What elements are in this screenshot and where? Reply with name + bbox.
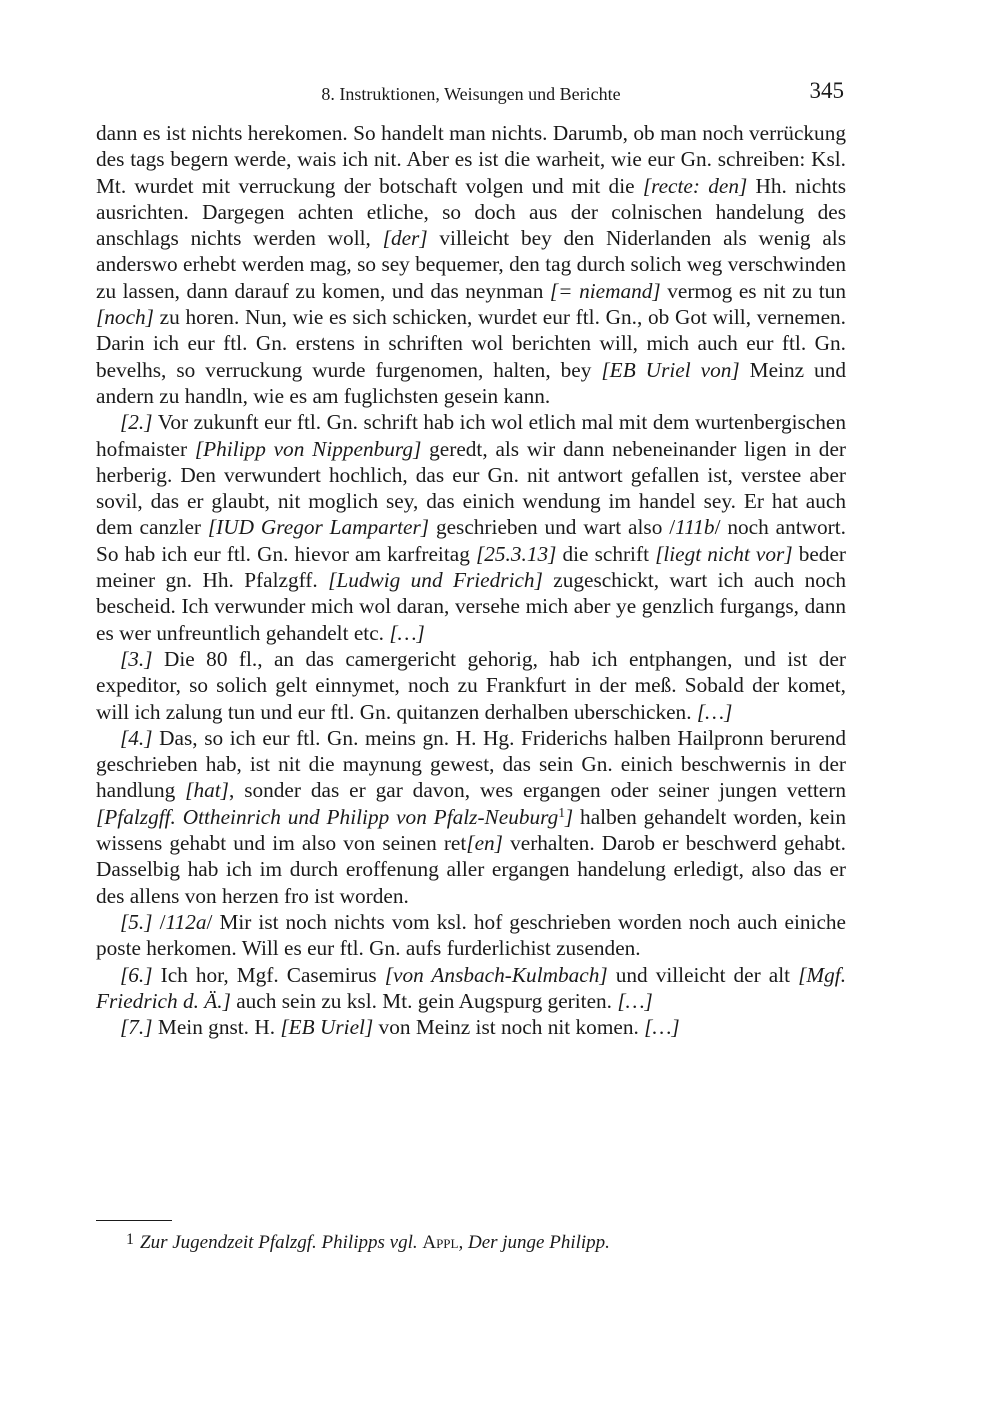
paragraph — [96, 725, 846, 909]
text-segment: villeicht bey den Niderlanden als wenig als anderswo erhebt werden mag, so sey bequemer, den tag durch solich weg verschwinden zu lassen, dann darauf zu komen, und das neynman — [96, 226, 846, 303]
body-text — [96, 120, 846, 1040]
paragraph — [96, 909, 846, 962]
italic-segment: [recte: den] — [642, 173, 748, 198]
paragraph — [96, 646, 846, 725]
italic-segment: [= niemand] — [549, 278, 661, 303]
text-segment: / Mir ist noch nichts vom ksl. hof geschrieben worden noch auch einiche poste herkomen. Will es eur ftl. Gn. aufs furderlichist zusenden. — [96, 909, 846, 961]
text-segment: beder meiner gn. Hh. Pfalzgff. — [96, 541, 846, 593]
footnote-reference: 1 — [558, 804, 565, 820]
italic-segment: ] — [564, 804, 574, 829]
text-segment: vermog es nit zu tun — [660, 278, 846, 303]
text-segment: geredt, als wir dann nebeneinander ligen in der herberig. Den verwundert hochlich, das eur Gn. nit antwort gefallen ist, verstee aber sovil, das er glaubt, nit moglich sey, das einich wendung im handel sey. Er hat auch dem canzler — [96, 436, 846, 540]
paragraph — [96, 962, 846, 1015]
italic-segment: [Ludwig und Friedrich] — [328, 568, 543, 593]
paragraph — [96, 120, 846, 409]
italic-segment: [liegt nicht vor] — [655, 541, 793, 566]
text-segment: Mein gnst. H. — [152, 1015, 281, 1040]
italic-segment: […] — [696, 699, 733, 724]
italic-segment: [EB Uriel von] — [601, 357, 740, 382]
italic-segment: [4.] — [120, 725, 153, 750]
paragraph — [96, 409, 846, 646]
italic-segment: […] — [617, 988, 653, 1013]
text-segment: auch sein zu ksl. Mt. gein Augspurg geriten. — [230, 988, 618, 1013]
text-segment: Das, so ich eur ftl. Gn. meins gn. H. Hg. Friderichs halben Hailpronn berurend geschrieben hab, ist nit die maynung gewest, das sein Gn. einich beschwernis in der handlung — [96, 725, 846, 803]
footnote-text — [140, 1232, 610, 1253]
italic-segment: [3.] — [120, 646, 153, 671]
italic-segment: 112a — [165, 909, 207, 934]
text-segment: Die 80 fl., an das camergericht gehorig, hab ich entphangen, und ist der expeditor, so solich gelt einnymet, noch zu Frankfurt in der meß. Sobald der komet, will ich zalung tun und eur ftl. Gn. quitanzen derhalben uberschicken. — [96, 646, 846, 724]
footnote-number: 1 — [126, 1231, 134, 1248]
running-head — [96, 78, 846, 108]
footnote-rule — [96, 1220, 172, 1221]
text-segment: / noch antwort. So hab ich eur ftl. Gn. hievor am karfreitag — [96, 515, 846, 566]
text-segment: Meinz und andern zu handln, wie es am fuglichsten gesein kann. — [96, 357, 846, 408]
text-segment: Hh. nichts ausrichten. Dargegen achten etliche, so doch aus der colnischen handelung des anschlags nichts werden woll, — [96, 173, 846, 251]
italic-segment: Zur Jugendzeit Pfalzgf. Philipps vgl. — [140, 1232, 423, 1253]
italic-segment: […] — [644, 1015, 680, 1040]
text-segment: halben gehandelt worden, kein wissens gehabt und im also von seinen ret — [96, 804, 846, 856]
text-segment: / — [152, 909, 166, 934]
italic-segment: [hat] — [185, 778, 229, 803]
italic-segment: [7.] — [120, 1015, 153, 1040]
italic-segment: [noch] — [96, 305, 154, 330]
running-title: 8. Instruktionen, Weisungen und Berichte — [321, 84, 621, 104]
italic-segment: [25.3.13] — [475, 541, 557, 566]
text-segment: verhalten. Darob er beschwerd gehabt. Dasselbig hab ich im durch eroffenung aller ergangen handelung erledigt, also das er des allens von herzen fro ist worden. — [96, 831, 846, 908]
italic-segment: , Der junge Philipp. — [458, 1232, 610, 1253]
italic-segment: [der] — [382, 226, 428, 251]
text-segment: Ich hor, Mgf. Casemirus — [152, 962, 385, 987]
text-segment: zu horen. Nun, wie es sich schicken, wurdet eur ftl. Gn., ob Got will, vernemen. Darin ich eur ftl. Gn. erstens in schriften wol berichten will, mich auch eur ftl. Gn. bevelhs, so verruckung wurde furgenomen, halten, bey — [96, 305, 846, 382]
text-segment: von Meinz ist noch nit komen. — [373, 1015, 645, 1040]
text-segment: , sonder das er gar davon, wes ergangen oder seiner jungen vettern — [228, 778, 846, 803]
text-segment: geschrieben und wart also / — [429, 515, 676, 540]
italic-segment: [6.] — [120, 962, 153, 987]
italic-segment: [EB Uriel] — [280, 1015, 374, 1040]
italic-segment: [IUD Gregor Lamparter] — [207, 515, 430, 540]
italic-segment: […] — [389, 620, 425, 645]
text-segment: und villeicht der alt — [607, 962, 799, 987]
text-segment: die schrift — [556, 541, 656, 566]
italic-segment: [en] — [466, 831, 503, 856]
page-number: 345 — [809, 78, 844, 103]
paragraph — [96, 1014, 846, 1040]
smallcaps-segment: Appl — [422, 1232, 459, 1253]
italic-segment: [von Ansbach-Kulmbach] — [384, 962, 608, 987]
italic-segment: [Pfalzgff. Ottheinrich und Philipp von Pfalz-Neuburg — [96, 804, 559, 829]
text-segment: Vor zukunft eur ftl. Gn. schrift hab ich wol etlich mal mit dem wurtenbergischen hofmaister — [96, 410, 846, 461]
italic-segment: [5.] — [120, 909, 153, 934]
footnote — [96, 1227, 846, 1256]
italic-segment: [Mgf. Friedrich d. Ä.] — [96, 962, 847, 1013]
italic-segment: [2.] — [120, 410, 153, 435]
italic-segment: 111b — [675, 515, 715, 540]
italic-segment: [Philipp von Nippenburg] — [194, 436, 422, 461]
text-segment: zugeschickt, wart ich auch noch bescheid. Ich verwunder mich wol daran, versehe mich aber ye genzlich furgangs, dann es wer unfreuntlich gehandelt etc. — [96, 568, 846, 645]
text-segment: dann es ist nichts herekomen. So handelt man nichts. Darumb, ob man noch verrückung des tags begern werde, wais ich nit. Aber es ist die warheit, wie eur Gn. schreiben: Ksl. Mt. wurdet mit verruckung der botschaft volgen und mit die — [96, 121, 846, 198]
